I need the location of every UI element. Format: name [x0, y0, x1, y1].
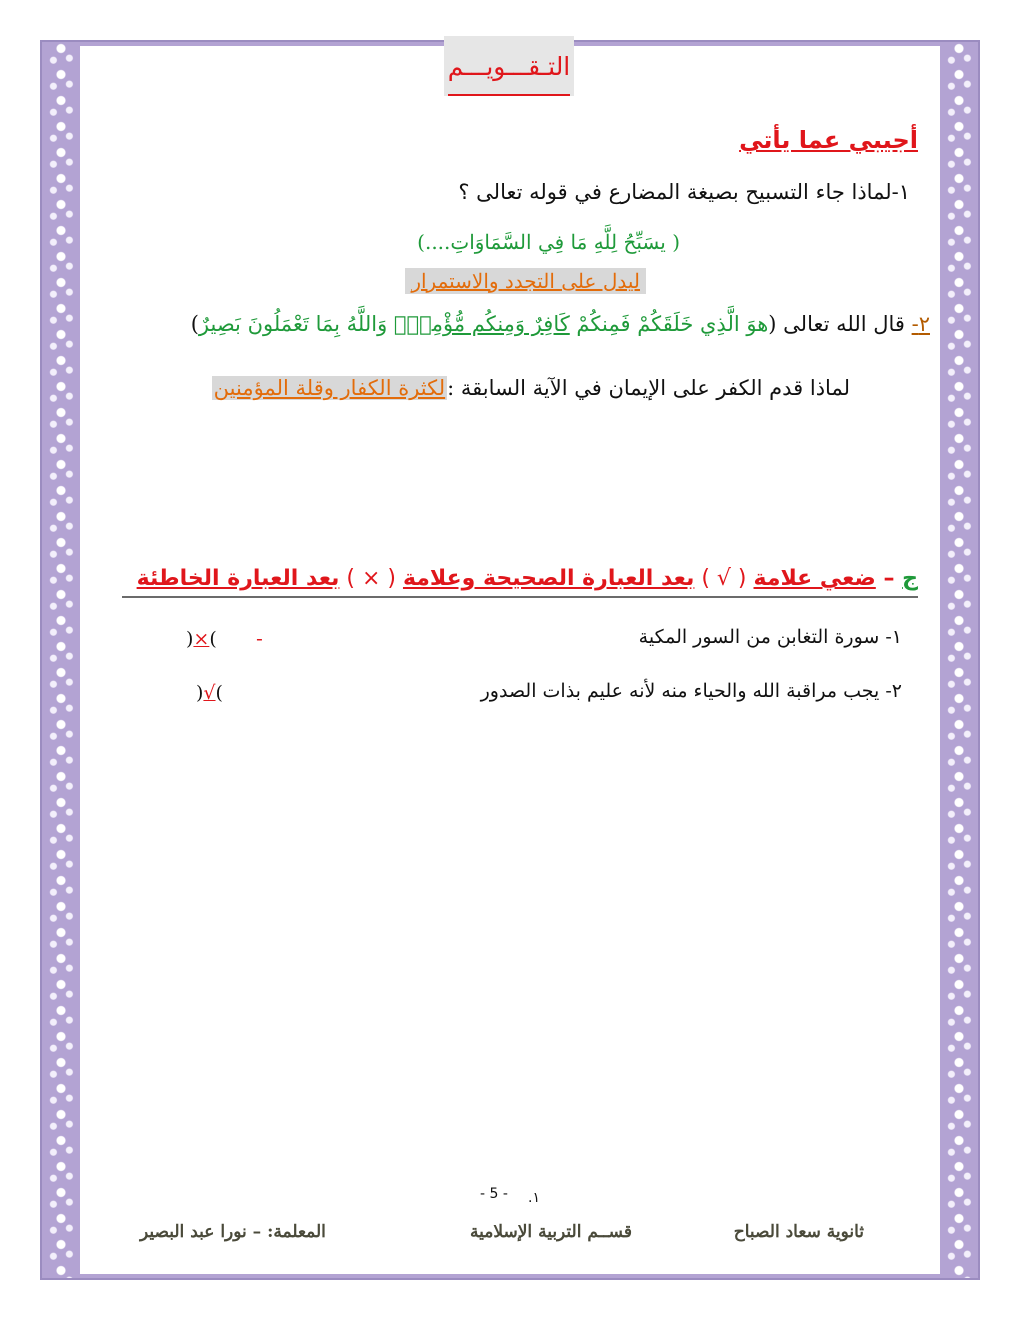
question-2-intro: قال الله تعالى ( — [768, 312, 912, 336]
question-2-question: لماذا قدم الكفر على الإيمان في الآية السابقة : — [447, 376, 850, 400]
page-border — [40, 40, 980, 1280]
decorative-border-left — [42, 42, 80, 1278]
page-number-extra: ١. — [528, 1190, 540, 1206]
section-c-part2: بعد العبارة الصحيحة وعلامة — [402, 566, 695, 591]
title-underline — [448, 94, 570, 96]
question-2-verse-b: كَافِرٌ وَمِنكُم مُّؤْمِنٌ — [393, 312, 570, 336]
question-2-verse-a: هوَ الَّذِي خَلَقَكُمْ فَمِنكُمْ — [569, 312, 769, 336]
statement-2-mark — [196, 682, 223, 704]
question-2 — [191, 312, 930, 336]
statement-1-dash: - — [256, 628, 263, 650]
cross-symbol: ( × ) — [339, 566, 403, 591]
question-2-number: ٢- — [911, 312, 930, 336]
question-2-answer: لكثرة الكفار وقلة المؤمنين — [213, 376, 446, 400]
statement-2-mark-close: ) — [196, 682, 204, 704]
footer-school: ثانوية سعاد الصباح — [733, 1222, 864, 1242]
check-mark-icon: √ — [203, 682, 216, 704]
statement-2: ٢- يجب مراقبة الله والحياء منه لأنه عليم بذات الصدور — [480, 680, 902, 702]
section-c-part1: ضعي علامة — [753, 566, 876, 591]
section-c-prefix: ج — [902, 566, 918, 591]
page-number: - 5 - — [480, 1186, 508, 1202]
page-title: التـقـــويـــم — [447, 52, 571, 81]
section-heading: أجيبي عما يأتي — [739, 126, 918, 154]
question-2-verse-c: ۚ وَاللَّهُ بِمَا تَعْمَلُونَ بَصِيرٌ — [198, 312, 394, 336]
statement-1-mark-close: ) — [186, 628, 194, 650]
title-box — [444, 36, 574, 96]
section-c-part3: بعد العبارة الخاطئة — [136, 566, 340, 591]
question-1-answer: ليدل على التجدد والاستمرار — [405, 268, 646, 294]
question-2-close: ) — [190, 312, 199, 336]
question-1-verse: ( يسَبِّحُ لِلَّهِ مَا فِي السَّمَاوَاتِ....) — [417, 230, 680, 254]
border-bottom — [80, 1274, 940, 1278]
section-c-dash: – — [875, 566, 903, 591]
question-1: ١-لماذا جاء التسبيح بصيغة المضارع في قوله تعالى ؟ — [458, 180, 910, 204]
check-symbol: ( √ ) — [694, 566, 754, 591]
section-c-heading — [137, 566, 918, 591]
statement-1-mark — [186, 628, 217, 650]
question-2-prompt — [212, 376, 850, 400]
section-c-underline — [122, 596, 918, 598]
cross-mark-icon: × — [193, 628, 210, 650]
statement-1-mark-open: ( — [209, 628, 217, 650]
footer-department: قســم التربية الإسلامية — [470, 1222, 632, 1242]
statement-1: ١- سورة التغابن من السور المكية — [638, 626, 902, 648]
decorative-border-right — [940, 42, 978, 1278]
footer-teacher: المعلمة: – نورا عبد البصير — [140, 1222, 326, 1242]
statement-2-mark-open: ( — [215, 682, 223, 704]
